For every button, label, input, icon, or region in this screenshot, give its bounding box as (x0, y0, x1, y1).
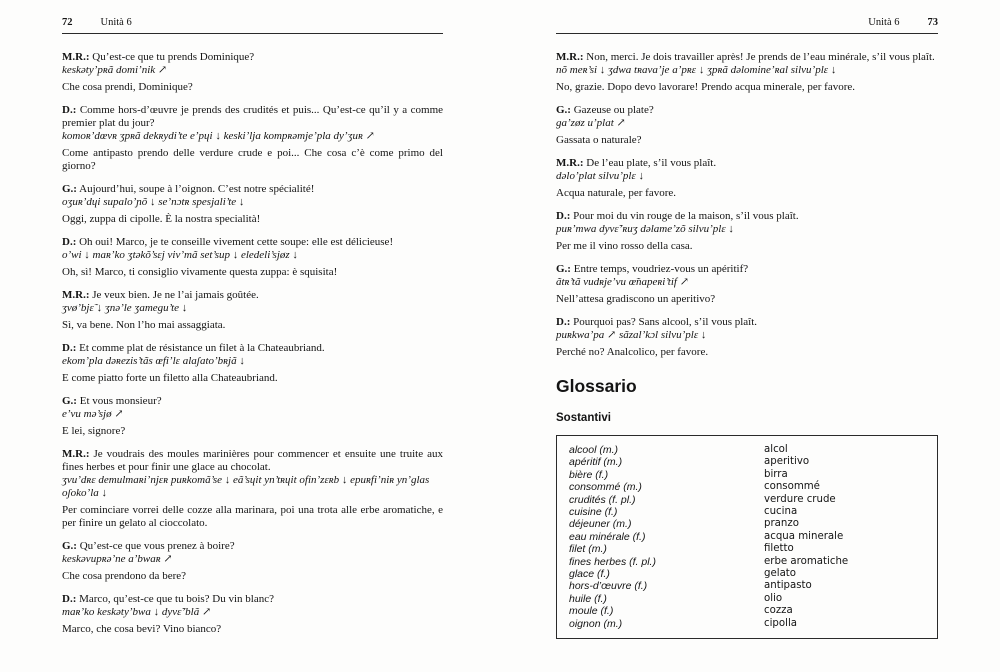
french-text: Et comme plat de résistance un filet à la Chateaubriand. (79, 342, 325, 354)
glossary-term: hors-d’œuvre (f.) (569, 580, 648, 593)
glossary-term: huile (f.) (569, 592, 607, 605)
glossary-translation: aperitivo (764, 456, 810, 468)
glossary-term: cuisine (f.) (569, 506, 618, 519)
glossary-term: oignon (m.) (569, 617, 623, 630)
speaker-label: D.: (556, 316, 571, 328)
italian-line: Come antipasto prendo delle verdure crude e poi... Che cosa c’è come primo del giorno? (62, 147, 443, 172)
french-text: Comme hors-d’œuvre je prends des crudités et puis... Qu’est-ce qu’il y a comme premier plat du jour? (62, 104, 444, 129)
french-line (62, 593, 443, 606)
french-line (62, 289, 443, 302)
french-line (62, 104, 443, 130)
french-text: Pourquoi pas? Sans alcool, s’il vous plaît. (573, 316, 758, 328)
glossary-translation: birra (764, 468, 788, 480)
speaker-label: G.: (62, 395, 77, 407)
french-line (62, 395, 443, 408)
italian-line: Che cosa prendi, Dominique? (62, 81, 193, 93)
italian-line: Sì, va bene. Non l’ho mai assaggiata. (62, 319, 226, 331)
italian-line: Per me il vino rosso della casa. (556, 240, 693, 252)
french-line (62, 236, 443, 249)
phonetic-line: ʒvø’bjɛ̃ ↓ ʒnə’le ʒamegu’te ↓ (62, 302, 188, 314)
speaker-label: D.: (62, 342, 77, 354)
dialogue-entry (62, 183, 443, 226)
phonetic-line: dəlo’plat silvu’plɛ ↓ (556, 170, 645, 182)
dialogue-entry (62, 395, 443, 438)
glossary-translation: verdure crude (764, 493, 836, 505)
italian-line: Marco, che cosa bevi? Vino bianco? (62, 623, 222, 635)
french-line (62, 51, 443, 64)
glossary-row (569, 494, 925, 506)
glossary-translation: gelato (764, 568, 797, 580)
phonetic-line: o’wi ↓ maʀ’ko ʒtəkõ’sɛj viv’mã set’sup ↓ eledeli’sjøz ↓ (62, 249, 298, 261)
glossary-translation: cozza (764, 605, 793, 617)
dialogue-entry (556, 51, 938, 94)
dialogue-left (62, 51, 443, 636)
phonetic-line: puʀ’mwa dyvɛ̃’ʀuʒ dəlame’zõ silvu’plɛ ↓ (556, 223, 734, 235)
glossary-term: glace (f.) (569, 568, 610, 581)
french-text: Pour moi du vin rouge de la maison, s’il vous plaît. (573, 210, 799, 222)
glossary-term: filet (m.) (569, 543, 607, 556)
french-text: Et vous monsieur? (79, 395, 162, 407)
phonetic-line: maʀ’ko keskəty’bwa ↓ dyvɛ̃’blã ↗ (62, 606, 212, 618)
italian-line: E come piatto forte un filetto alla Chateaubriand. (62, 372, 278, 384)
glossary-translation: cucina (764, 506, 798, 518)
speaker-label: D.: (62, 593, 77, 605)
dialogue-entry (556, 263, 938, 306)
phonetic-line: keskəvupʀə’ne a’bwaʀ ↗ (62, 553, 173, 565)
phonetic-line: oʒuʀ’dɥi supalo’ɲõ ↓ se’nɔtʀ spesjali’te ↓ (62, 196, 245, 208)
glossary-row (569, 456, 925, 468)
french-text: Gazeuse ou plate? (573, 104, 654, 116)
glossary-translation: antipasto (764, 580, 812, 592)
glossary-term: eau minérale (f.) (569, 530, 646, 543)
phonetic-line: komoʀ’dœvʀ ʒpʀã dekʀydi’te e’pɥi ↓ keski’lja kompʀəmje’pla dy’ʒuʀ ↗ (62, 130, 375, 142)
french-text: Marco, qu’est-ce que tu bois? Du vin blanc? (79, 593, 274, 605)
speaker-label: D.: (556, 210, 571, 222)
dialogue-entry (556, 316, 938, 359)
dialogue-entry (62, 593, 443, 636)
dialogue-entry (62, 51, 443, 94)
page-header-right (556, 17, 938, 33)
french-text: Entre temps, voudriez-vous un apéritif? (573, 263, 749, 275)
italian-line: Acqua naturale, per favore. (556, 187, 677, 199)
header-rule-right (556, 33, 938, 34)
french-line (556, 263, 938, 276)
phonetic-line: nõ meʀ’si ↓ ʒdwa tʀava’je a’pʀɛ ↓ ʒpʀã dəlomine’ʀal silvu’plɛ ↓ (556, 64, 837, 76)
glossary-row (569, 481, 925, 493)
french-text: Qu’est-ce que vous prenez à boire? (79, 540, 235, 552)
italian-line: Per cominciare vorrei delle cozze alla marinara, poi una trota alle erbe aromatiche, e per finire un gelato al cioccolato. (62, 504, 443, 529)
glossary-term: bière (f.) (569, 468, 609, 481)
page-number-left: 72 (62, 17, 73, 28)
glossary-row (569, 518, 925, 530)
glossary-translation: consommé (764, 481, 820, 493)
glossary-translation: acqua minerale (764, 530, 844, 542)
glossary-row (569, 556, 925, 568)
phonetic-line: ʒvu’dʀɛ demulmaʀi’njɛʀ puʀkomã’se ↓ eã’sɥit yn’tʀɥit ofin’zɛʀb ↓ epuʀfi’niʀ yn’glas oʃoko’la ↓ (62, 474, 430, 499)
french-line (556, 104, 938, 117)
dialogue-entry (62, 104, 443, 173)
header-rule-left (62, 33, 443, 34)
speaker-label: M.R.: (62, 289, 90, 301)
french-line (62, 448, 443, 474)
glossary-term: fines herbes (f. pl.) (569, 555, 656, 568)
dialogue-entry (62, 540, 443, 583)
glossary-row (569, 580, 925, 592)
glossary-term: moule (f.) (569, 605, 614, 618)
glossary-translation: erbe aromatiche (764, 555, 849, 567)
phonetic-line: puʀkwa’pa ↗ sãzal’kɔl silvu’plɛ ↓ (556, 329, 707, 341)
glossary-row (569, 568, 925, 580)
french-line (62, 183, 443, 196)
speaker-label: M.R.: (62, 448, 90, 460)
page-right (500, 0, 1000, 672)
french-text: Aujourd’hui, soupe à l’oignon. C’est notre spécialité! (79, 183, 315, 195)
dialogue-entry (62, 342, 443, 385)
french-line (62, 540, 443, 553)
french-text: Non, merci. Je dois travailler après! Je prends de l’eau minérale, s’il vous plaît. (586, 51, 935, 63)
italian-line: No, grazie. Dopo devo lavorare! Prendo acqua minerale, per favore. (556, 81, 856, 93)
glossary-translation: olio (764, 592, 783, 604)
speaker-label: M.R.: (62, 51, 90, 63)
french-line (556, 316, 938, 329)
french-text: Je veux bien. Je ne l’ai jamais goûtée. (92, 289, 259, 301)
french-text: Je voudrais des moules marinières pour commencer et ensuite une truite aux fines herbes et pour finir une glace au chocolat. (62, 448, 444, 473)
glossary-row (569, 618, 925, 630)
dialogue-right (556, 51, 938, 359)
italian-line: Nell’attesa gradiscono un aperitivo? (556, 293, 716, 305)
glossary-row (569, 543, 925, 555)
speaker-label: G.: (62, 540, 77, 552)
speaker-label: D.: (62, 236, 77, 248)
french-text: Oh oui! Marco, je te conseille vivement cette soupe: elle est délicieuse! (79, 236, 394, 248)
phonetic-line: ga’zøz u’plat ↗ (556, 117, 626, 129)
french-line (556, 51, 938, 64)
phonetic-line: ãtʀ’tã vudʀje’vu œ̃napeʀi’tif ↗ (556, 276, 689, 288)
speaker-label: M.R.: (556, 51, 584, 63)
glossary-translation: cipolla (764, 617, 798, 629)
phonetic-line: ekom’pla dəʀezis’tãs œfi’lɛ alaʃato’bʀjã ↓ (62, 355, 245, 367)
unit-title-right: Unità 6 (868, 17, 900, 28)
dialogue-entry (556, 210, 938, 253)
page-number-right: 73 (927, 17, 938, 28)
glossary-term: apéritif (m.) (569, 456, 623, 469)
italian-line: Oggi, zuppa di cipolle. È la nostra specialità! (62, 213, 261, 225)
phonetic-line: e’vu mə’sjø ↗ (62, 408, 124, 420)
speaker-label: M.R.: (556, 157, 584, 169)
speaker-label: G.: (62, 183, 77, 195)
speaker-label: D.: (62, 104, 77, 116)
italian-line: Perché no? Analcolico, per favore. (556, 346, 709, 358)
glossary-translation: alcol (764, 444, 788, 455)
dialogue-entry (556, 104, 938, 147)
glossary-translation: pranzo (764, 518, 799, 530)
glossary-term: alcool (m.) (569, 444, 619, 456)
glossary-subtitle: Sostantivi (556, 412, 611, 424)
page-header-left (62, 17, 443, 33)
unit-title-left: Unità 6 (100, 17, 132, 28)
dialogue-entry (556, 157, 938, 200)
italian-line: Oh, sì! Marco, ti consiglio vivamente questa zuppa: è squisita! (62, 266, 338, 278)
glossary-term: déjeuner (m.) (569, 518, 632, 531)
speaker-label: G.: (556, 263, 571, 275)
italian-line: Gassata o naturale? (556, 134, 642, 146)
french-text: Qu’est-ce que tu prends Dominique? (92, 51, 255, 63)
french-line (62, 342, 443, 355)
dialogue-entry (62, 236, 443, 279)
dialogue-entry (62, 448, 443, 530)
glossary-row (569, 469, 925, 481)
glossary-row (569, 506, 925, 518)
speaker-label: G.: (556, 104, 571, 116)
italian-line: Che cosa prendono da bere? (62, 570, 187, 582)
glossary-title: Glossario (556, 376, 637, 396)
phonetic-line: keskəty’pʀã domi’nik ↗ (62, 64, 168, 76)
glossary-row (569, 605, 925, 617)
french-text: De l’eau plate, s’il vous plaît. (586, 157, 717, 169)
glossary-term: consommé (m.) (569, 481, 642, 494)
glossary-row (569, 531, 925, 543)
glossary-row (569, 593, 925, 605)
dialogue-entry (62, 289, 443, 332)
glossary-box (556, 435, 938, 639)
french-line (556, 210, 938, 223)
glossary-row (569, 444, 925, 456)
glossary-term: crudités (f. pl.) (569, 493, 636, 506)
glossary-translation: filetto (764, 543, 794, 555)
italian-line: E lei, signore? (62, 425, 126, 437)
french-line (556, 157, 938, 170)
